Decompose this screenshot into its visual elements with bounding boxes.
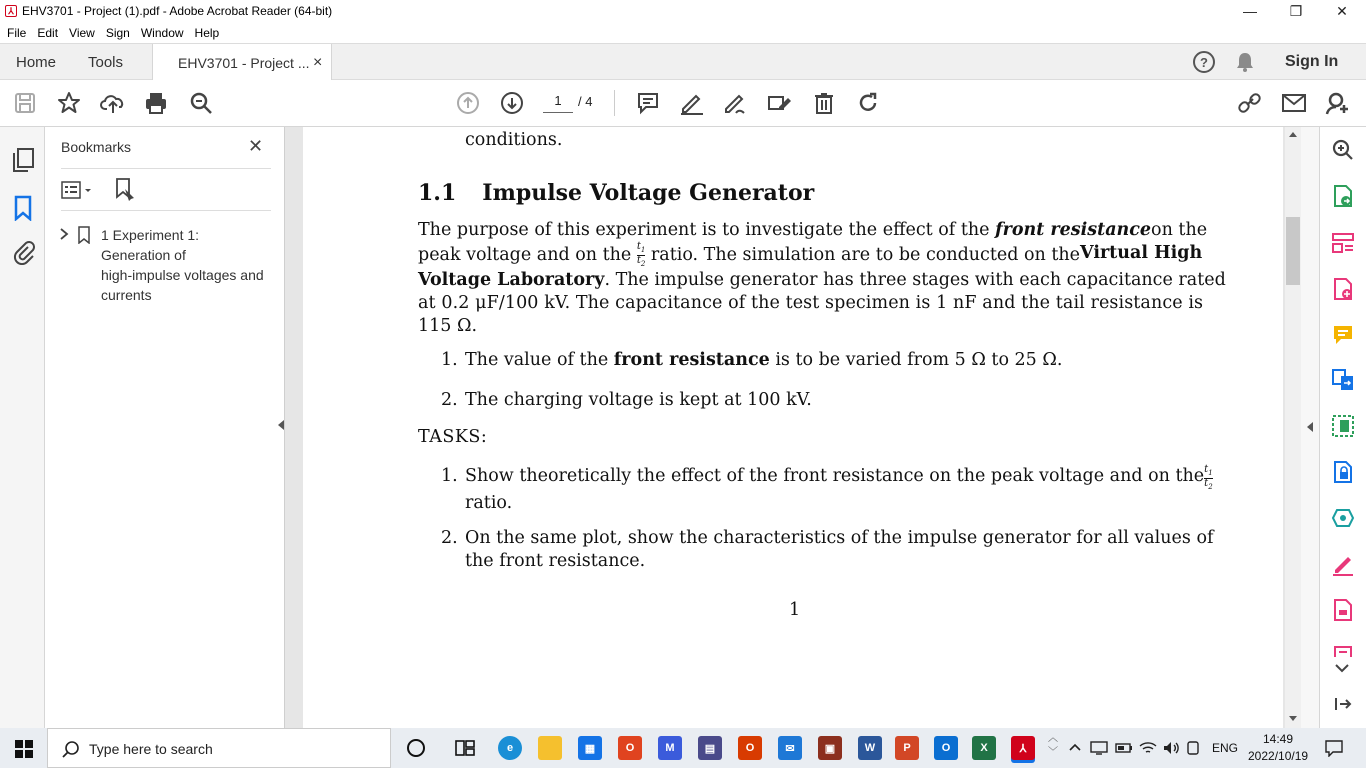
expand-tools-pane-arrow-icon[interactable] xyxy=(1307,422,1313,432)
winrar-icon[interactable]: ▣ xyxy=(818,736,842,760)
volume-icon[interactable] xyxy=(1162,740,1180,761)
file-explorer-icon[interactable] xyxy=(538,736,562,760)
toolbar-divider xyxy=(614,90,615,116)
zoom-icon[interactable] xyxy=(1331,138,1355,162)
tab-bar xyxy=(0,43,1366,80)
window-title: EHV3701 - Project (1).pdf - Adobe Acrobat Reader (64-bit) xyxy=(22,4,333,18)
collapse-panel-arrow-icon[interactable] xyxy=(278,420,284,430)
menu-edit[interactable]: Edit xyxy=(37,25,59,40)
bookmark-line: currents xyxy=(101,287,152,303)
notification-center-icon[interactable] xyxy=(1325,739,1343,762)
clock[interactable] xyxy=(1248,731,1308,765)
search-icon xyxy=(62,740,80,763)
office-icon[interactable]: O xyxy=(618,736,642,760)
bookmarks-icon[interactable] xyxy=(11,195,35,226)
title-bar xyxy=(0,0,1366,22)
bookmark-line: Generation of xyxy=(101,247,186,263)
fraction-t1-t2: $\frac{t_1}{t_2}$ xyxy=(636,241,646,268)
scroll-up-arrow-icon[interactable] xyxy=(1289,132,1297,137)
delete-trash-icon[interactable] xyxy=(811,90,837,116)
word-icon[interactable]: W xyxy=(858,736,882,760)
send-for-review-icon[interactable] xyxy=(1331,506,1355,530)
windows-start-icon[interactable] xyxy=(15,740,33,763)
rotate-icon[interactable] xyxy=(855,90,881,116)
language-indicator[interactable]: ENG xyxy=(1212,741,1239,755)
search-placeholder: Type here to search xyxy=(89,741,213,757)
export-pdf-icon[interactable] xyxy=(1331,184,1355,208)
print-icon[interactable] xyxy=(143,90,169,116)
list-item-1-number: 1. xyxy=(441,350,458,370)
page-thumbnails-icon[interactable] xyxy=(11,147,35,178)
menu-window[interactable]: Window xyxy=(140,25,184,40)
task-view-icon[interactable] xyxy=(455,739,475,762)
tasks-heading: TASKS: xyxy=(418,427,488,447)
menu-bar xyxy=(0,22,1366,43)
battery-icon xyxy=(1115,740,1133,761)
new-bookmark-icon[interactable] xyxy=(113,177,137,206)
para-line: 115 Ω. xyxy=(418,316,478,336)
collapse-rail-icon[interactable] xyxy=(1334,696,1352,717)
para-line: The purpose of this experiment is to investigate the effect of the front resistance on the xyxy=(418,220,1208,240)
restore-button[interactable]: ❐ xyxy=(1289,2,1303,19)
notifications-bell-icon[interactable] xyxy=(1234,51,1256,78)
para-line: peak voltage and on the $\frac{t_1}{t_2}$ ratio. The simulation are to be conducted on the Virtual High xyxy=(418,241,1203,268)
list-item-1: The value of the front resistance is to be varied from 5 Ω to 25 Ω. xyxy=(465,350,1063,370)
para-line: at 0.2 μF/100 kV. The capacitance of the test specimen is 1 nF and the tail resistance is xyxy=(418,293,1204,313)
panel-divider-2 xyxy=(61,210,271,211)
draw-pen-icon[interactable] xyxy=(722,90,748,116)
zoom-search-icon[interactable] xyxy=(188,90,214,116)
wifi-icon[interactable] xyxy=(1139,740,1157,761)
left-navigation-rail xyxy=(0,127,45,728)
comment-icon[interactable] xyxy=(635,90,661,116)
tab-tools[interactable]: Tools xyxy=(88,53,124,71)
bookmarks-title: Bookmarks xyxy=(61,139,132,155)
expand-chevron-icon[interactable] xyxy=(58,227,70,246)
sign-in-button[interactable]: Sign In xyxy=(1285,53,1339,70)
task-2-number: 2. xyxy=(441,528,458,548)
clock-date: 2022/10/19 xyxy=(1248,749,1309,763)
tab-close-button[interactable]: × xyxy=(313,53,323,71)
menu-view[interactable]: View xyxy=(69,25,95,40)
toolbar xyxy=(0,80,1366,127)
bookmark-options-icon[interactable] xyxy=(61,179,97,206)
pdf-page xyxy=(303,127,1283,728)
save-icon[interactable] xyxy=(12,90,38,116)
pen-workspace-icon[interactable] xyxy=(1186,740,1200,761)
cortana-icon[interactable] xyxy=(407,739,425,757)
organize-pages-icon[interactable] xyxy=(1331,231,1355,255)
acrobat-taskbar-icon[interactable]: ⅄ xyxy=(1011,736,1035,760)
doc-text-conditions: conditions. xyxy=(465,130,563,150)
acrobat-app-icon: ⅄ xyxy=(5,5,17,17)
upload-cloud-icon[interactable] xyxy=(100,90,126,116)
office-apps-icon[interactable]: O xyxy=(738,736,762,760)
vertical-scrollbar[interactable] xyxy=(1285,127,1301,728)
intro-paragraph xyxy=(418,219,1226,338)
menu-file[interactable]: File xyxy=(7,25,27,40)
document-view[interactable] xyxy=(285,127,1285,728)
task-2: On the same plot, show the characteristics of the impulse generator for all values of the front resistance. xyxy=(465,528,1214,571)
scroll-down-arrow-icon[interactable] xyxy=(1289,716,1297,721)
minimize-button[interactable]: — xyxy=(1243,3,1257,19)
section-number: 1.1 xyxy=(418,180,457,206)
more-tools-icon[interactable] xyxy=(1331,645,1355,657)
email-icon[interactable] xyxy=(1281,90,1307,116)
page-number: 1 xyxy=(789,600,801,620)
list-item-2-number: 2. xyxy=(441,390,458,410)
comment-tool-icon[interactable] xyxy=(1331,323,1355,347)
close-panel-icon[interactable]: ✕ xyxy=(248,136,264,156)
page-number-input[interactable]: 1 xyxy=(543,93,573,113)
tab-document-label: EHV3701 - Project ... xyxy=(178,54,310,71)
fill-sign-icon[interactable] xyxy=(767,90,793,116)
right-tools-rail xyxy=(1320,127,1366,728)
task-1-number: 1. xyxy=(441,466,458,486)
fraction-t1-t2: $t_1$ $t_2$ xyxy=(1204,464,1213,491)
list-item-2: The charging voltage is kept at 100 kV. xyxy=(465,390,812,410)
edge-browser-icon[interactable]: e xyxy=(498,736,522,760)
section-title: Impulse Voltage Generator xyxy=(482,180,815,206)
powerpoint-icon[interactable]: P xyxy=(895,736,919,760)
excel-icon[interactable]: X xyxy=(972,736,996,760)
close-button[interactable]: ✕ xyxy=(1336,2,1348,19)
bookmark-item-experiment-1[interactable] xyxy=(101,225,283,305)
page-total: / 4 xyxy=(578,94,593,109)
edit-pdf-icon[interactable] xyxy=(1331,598,1355,622)
fill-and-sign-icon[interactable] xyxy=(1331,552,1355,576)
bookmarks-panel xyxy=(45,127,285,728)
task-1: Show theoretically the effect of the front resistance on the peak voltage and on the $t_1$ $t_2$ ratio. xyxy=(465,464,1213,513)
windows-taskbar xyxy=(0,728,1366,768)
show-hidden-icons-icon[interactable] xyxy=(1068,740,1082,758)
compress-pdf-icon[interactable] xyxy=(1331,414,1355,438)
protect-pdf-icon[interactable] xyxy=(1331,460,1355,484)
previous-page-icon[interactable] xyxy=(455,90,481,116)
scrollbar-thumb[interactable] xyxy=(1286,217,1300,285)
highlight-pen-icon[interactable] xyxy=(679,90,705,116)
bookmark-line: 1 Experiment 1: xyxy=(101,227,200,243)
para-line: Voltage Laboratory . The impulse generator has three stages with each capacitance rated xyxy=(418,270,1226,290)
tray-display-icon[interactable] xyxy=(1090,740,1108,761)
calculator-app-icon[interactable]: ▤ xyxy=(698,736,722,760)
help-icon[interactable]: ? xyxy=(1193,51,1215,73)
taskbar-search-box[interactable] xyxy=(47,728,391,768)
attachments-paperclip-icon[interactable] xyxy=(11,239,35,270)
mathworks-icon[interactable]: M xyxy=(658,736,682,760)
share-link-icon[interactable] xyxy=(1237,90,1263,116)
scroll-tools-down-icon[interactable] xyxy=(1334,660,1350,678)
right-pane-toggle[interactable] xyxy=(1301,127,1320,728)
mail-icon[interactable]: ✉ xyxy=(778,736,802,760)
star-icon[interactable] xyxy=(56,90,82,116)
taskbar-scroll-icon[interactable]: ︿ ﹀ xyxy=(1048,733,1058,758)
bookmark-item-icon xyxy=(77,226,91,249)
tab-home[interactable]: Home xyxy=(16,53,57,71)
panel-divider xyxy=(61,168,271,169)
microsoft-store-icon[interactable]: ▦ xyxy=(578,736,602,760)
create-pdf-icon[interactable] xyxy=(1331,277,1355,301)
menu-sign[interactable]: Sign xyxy=(105,25,130,40)
add-user-icon[interactable] xyxy=(1325,90,1351,116)
bookmark-line: high-impulse voltages and xyxy=(101,267,264,283)
combine-files-icon[interactable] xyxy=(1331,368,1355,392)
tab-document[interactable] xyxy=(152,44,332,81)
menu-help[interactable]: Help xyxy=(194,25,220,40)
next-page-icon[interactable] xyxy=(499,90,525,116)
outlook-icon[interactable]: O xyxy=(934,736,958,760)
clock-time: 14:49 xyxy=(1262,732,1294,746)
section-heading xyxy=(418,180,814,206)
